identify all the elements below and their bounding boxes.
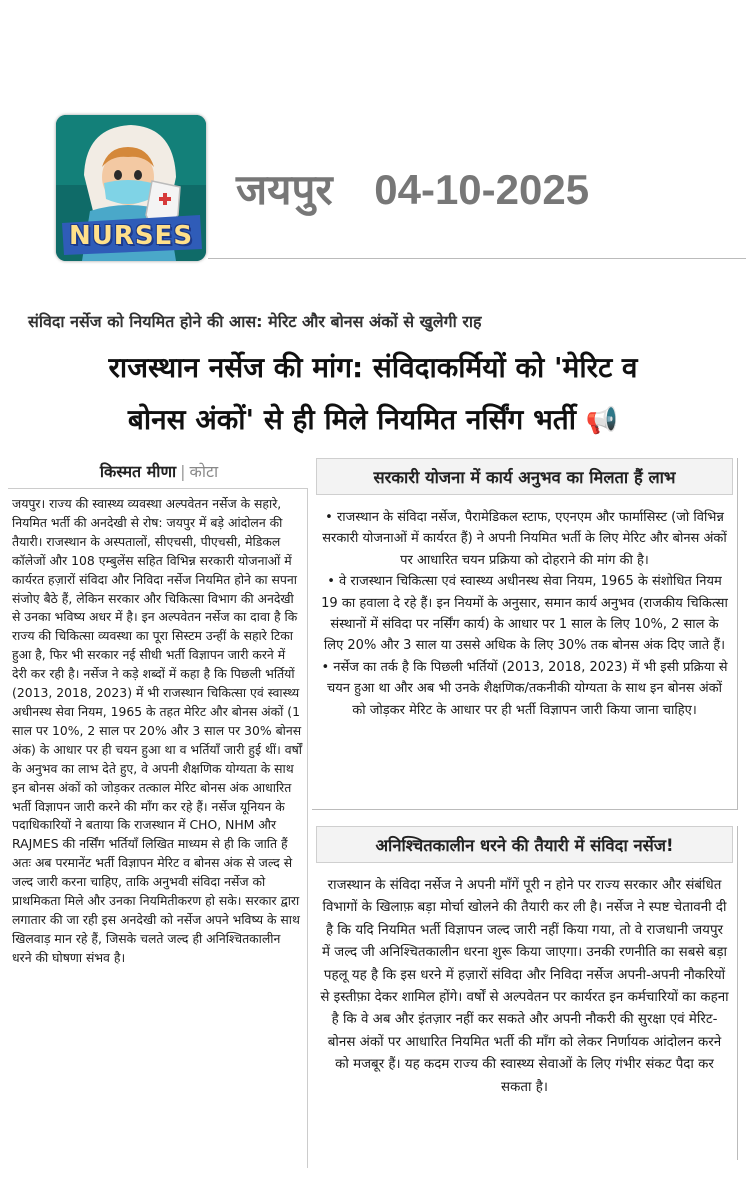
byline-separator: | (180, 462, 186, 481)
dateline (236, 160, 589, 220)
info-box-benefits-list (312, 495, 737, 721)
headline-line-1: राजस्थान नर्सेज की मांग: संविदाकर्मियों को 'मेरिट व (108, 351, 638, 384)
byline-place: कोटा (189, 462, 219, 481)
info-box-protest-title: अनिश्चितकालीन धरने की तैयारी में संविदा नर्सेज! (316, 826, 733, 863)
byline (10, 460, 308, 482)
list-item: • वे राजस्थान चिकित्सा एवं स्वास्थ्य अधीनस्थ सेवा नियम, 1965 के संशोधित नियम 19 का हवाला दे रहे हैं। इन नियमों के अनुसार, समान कार्य अनुभव (राजकीय चिकित्सा संस्थानों में संविदा पर नर्सिंग कार्य) के आधार पर 1 साल के लिए 10%, 2 साल के लिए 20% और 3 साल या उससे अधिक के लिए 30% तक बोनस अंक दिए जाते हैं। (321, 574, 728, 654)
article-body: जयपुर। राज्य की स्वास्थ्य व्यवस्था अल्पवेतन नर्सेज के सहारे, नियमित भर्ती की अनदेखी से रोष: जयपुर में बड़े आंदोलन की तैयारी। राजस्थान के अस्पतालों, सीएचसी, पीएचसी, मेडिकल कॉलेजों और 108 एम्बुलेंस सहित विभिन्न सरकारी योजनाओं में कार्यरत हज़ारों संविदा और निविदा नर्सेज नियमित होने का सपना संजोए बैठे हैं, लेकिन सरकार और चिकित्सा विभाग की अनदेखी से उनका भविष्य अधर में है। इन अल्पवेतन नर्सेज का दावा है कि राज्य की चिकित्सा व्यवस्था का पूरा सिस्टम उन्हीं के सहारे टिका हुआ है, फिर भी सरकार नई सीधी भर्ती विज्ञापन जारी करने में देरी कर रही है। नर्सेज ने कड़े शब्दों में कहा है कि पिछली भर्तियों (2013, 2018, 2023) में भी राजस्थान चिकित्सा एवं स्वास्थ्य अधीनस्थ सेवा नियम, 1965 के तहत मेरिट और बोनस अंकों (1 साल पर 10%, 2 साल पर 20% और 3 साल पर 30% बोनस अंक) के आधार पर ही चयन हुआ था व भर्तियाँ जारी हुई थीं। वर्षों के अनुभव का लाभ देते हुए, वे अपनी शैक्षणिक योग्यता के साथ इन बोनस अंकों को जोड़कर तत्काल मेरिट बोनस अंक आधारित भर्ती विज्ञापन जारी करने की माँग कर रहे हैं। नर्सेज यूनियन के पदाधिकारियों ने बताया कि राजस्थान में CHO, NHM और RAJMES की नर्सिंग भर्तियाँ लिखित माध्यम से ही कि जाति हैं अतः अब परमानेंट भर्ती विज्ञापन मेरिट व बोनस अंक से जल्द से जल्द जारी करना चाहिए, ताकि अनुभवी संविदा नर्सेज को प्राथमिकता मिले और उनका नियमितीकरण हो सके। सरकार द्वारा लगातार की जा रही इस अनदेखी को नर्सेज अपने भविष्य के साथ खिलवाड़ मान रहे हैं, जिसके चलते जल्द ही अनिश्चितकालीन धरने की घोषणा संभव है। (12, 496, 302, 965)
logo-text: NURSES (68, 221, 194, 251)
sidebar-column (312, 458, 738, 1160)
article-headline (10, 342, 736, 447)
headline-line-2: बोनस अंकों' से ही मिले नियमित नर्सिंग भर्ती (127, 403, 576, 436)
nurses-logo (56, 115, 206, 261)
article-body-column (8, 488, 308, 1168)
list-item: • नर्सेज का तर्क है कि पिछली भर्तियों (2013, 2018, 2023) में भी इसी प्रक्रिया से चयन हुआ था और अब भी उनके शैक्षणिक/तकनीकी योग्यता के साथ इन बोनस अंकों को जोड़कर मेरिट के आधार पर ही भर्ती विज्ञापन जारी किया जाना चाहिए। (321, 659, 728, 718)
article-kicker: संविदा नर्सेज को नियमित होने की आस: मेरिट और बोनस अंकों से खुलेगी राह (28, 312, 482, 331)
info-box-benefits-title: सरकारी योजना में कार्य अनुभव का मिलता हैं लाभ (316, 458, 733, 495)
headline-line-2-wrap (10, 394, 736, 447)
dateline-date: 04-10-2025 (374, 166, 590, 213)
megaphone-icon: 📢 (585, 406, 619, 436)
header-divider (208, 258, 746, 259)
byline-name: किस्मत मीणा (99, 462, 177, 481)
info-box-protest (312, 826, 738, 1160)
list-item: • राजस्थान के संविदा नर्सेज, पैरामेडिकल स्टाफ, एएनएम और फार्मासिस्ट (जो विभिन्न सरकारी योजनाओं में कार्यरत हैं) ने अपनी नियमित भर्ती के लिए मेरिट और बोनस अंकों पर आधारित चयन प्रक्रिया को दोहराने की मांग की है। (322, 510, 727, 568)
dateline-city: जयपुर (236, 166, 333, 213)
info-box-benefits (312, 458, 738, 810)
info-box-protest-body: राजस्थान के संविदा नर्सेज ने अपनी माँगें पूरी न होने पर राज्य सरकार और संबंधित विभागों के खिलाफ़ बड़ा मोर्चा खोलने की तैयारी कर ली है। नर्सेज ने स्पष्ट चेतावनी दी है कि यदि नियमित भर्ती विज्ञापन जल्द जारी नहीं किया गया, तो वे राजधानी जयपुर में जल्द जी अनिश्चितकालीन धरना शुरू किया जाएगा। उनकी रणनीति का सबसे बड़ा पहलू यह है कि इस धरने में हज़ारों संविदा और निविदा नर्सेज अपनी-अपनी नौकरियों से इस्तीफ़ा देकर शामिल होंगे। वर्षों से अल्पवेतन पर कार्यरत इन कर्मचारियों का कहना है कि वे अब और इंतज़ार नहीं कर सकते और अपनी नौकरी की सुरक्षा एवं मेरिट-बोनस अंकों पर आधारित नियमित भर्ती की माँग को लेकर निर्णायक आंदोलन करने को मजबूर हैं। यह कदम राज्य की स्वास्थ्य सेवाओं के लिए गंभीर संकट पैदा कर सकता है। (320, 878, 729, 1095)
